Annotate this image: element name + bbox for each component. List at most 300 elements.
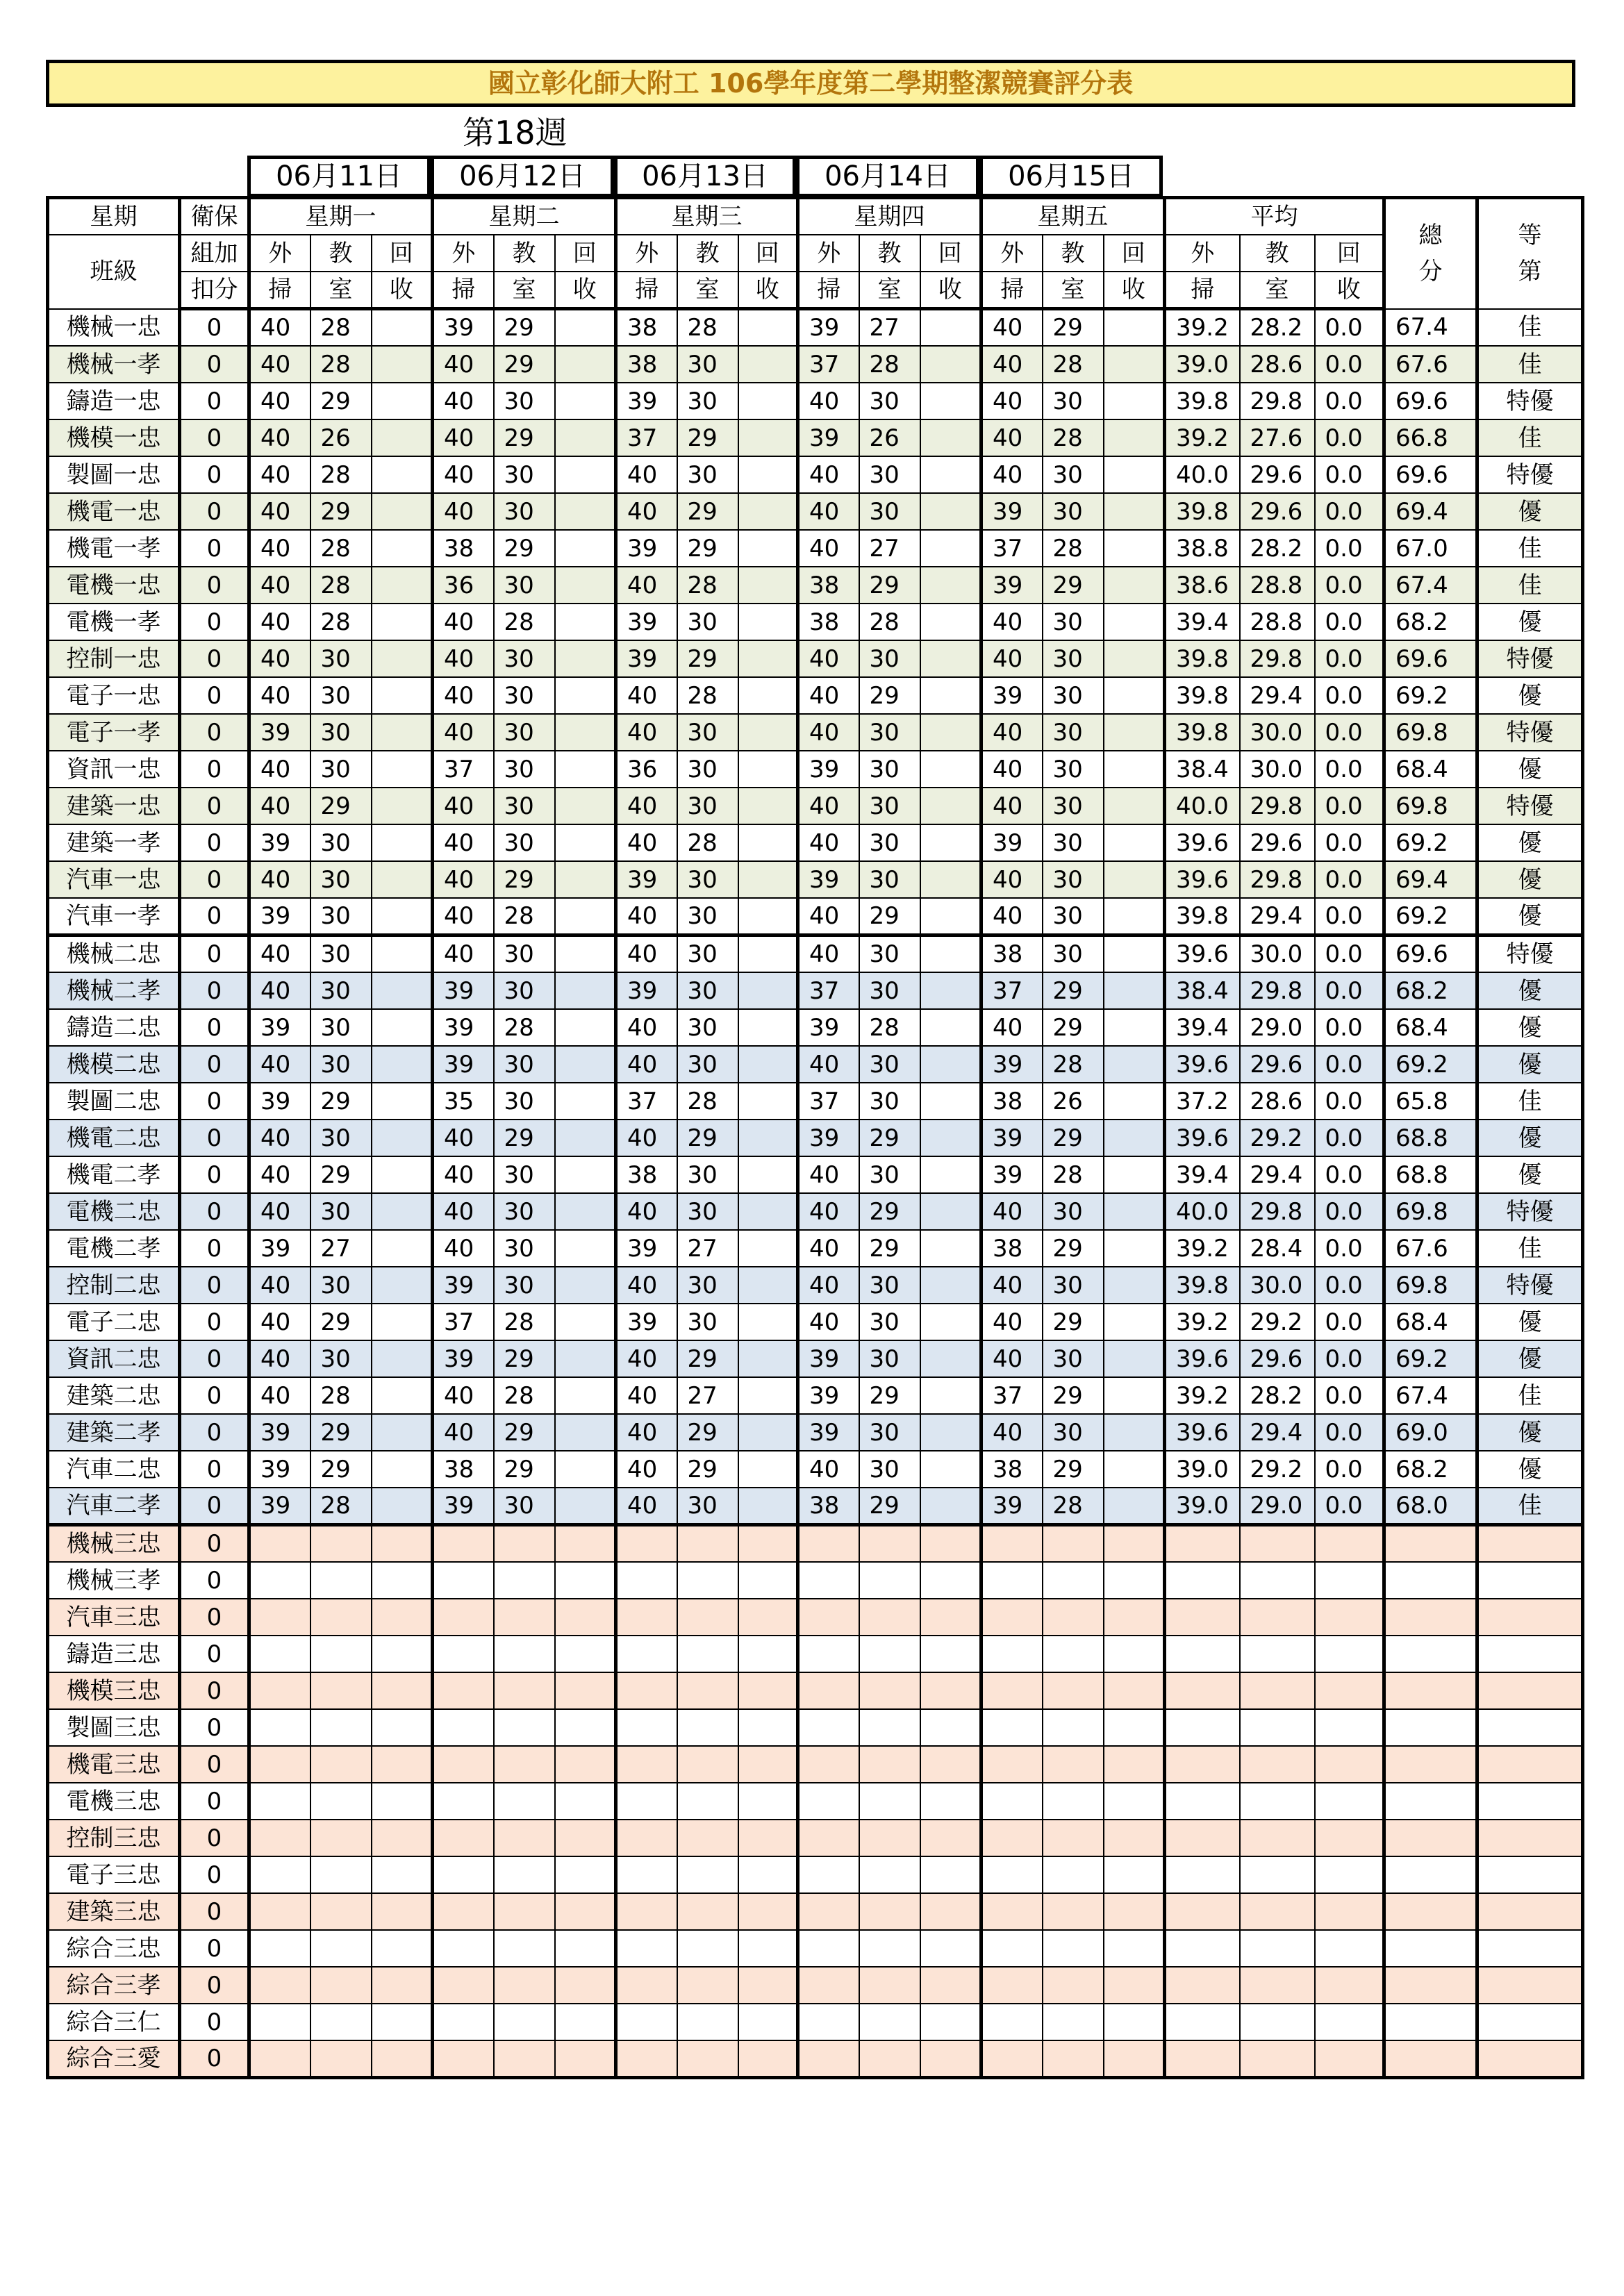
score-cell <box>738 935 798 973</box>
score-cell: 40 <box>433 1120 494 1156</box>
score-cell <box>859 1672 920 1709</box>
average-cell: 28.2 <box>1240 530 1315 567</box>
score-cell <box>1104 898 1165 935</box>
total-cell <box>1384 1930 1477 1967</box>
average-cell <box>1315 1672 1384 1709</box>
score-cell: 30 <box>310 1267 372 1304</box>
table-row <box>48 824 1583 861</box>
score-cell: 38 <box>981 1451 1043 1488</box>
score-cell: 30 <box>677 898 738 935</box>
average-cell: 0.0 <box>1315 1083 1384 1120</box>
score-cell <box>433 1636 494 1672</box>
score-cell <box>1104 1783 1165 1820</box>
score-cell: 40 <box>616 1340 677 1377</box>
table-row <box>48 1083 1583 1120</box>
score-cell <box>738 2040 798 2078</box>
grade-header-line-2: 第 <box>1518 258 1542 286</box>
score-cell <box>555 1967 616 2004</box>
score-cell: 40 <box>981 346 1043 383</box>
sub-header-bottom-5-1: 室 <box>1240 272 1315 309</box>
score-cell: 30 <box>677 604 738 640</box>
table-row <box>48 309 1583 347</box>
score-cell: 30 <box>1043 935 1104 973</box>
score-cell <box>920 640 981 677</box>
score-cell <box>372 861 433 898</box>
score-cell: 29 <box>1043 309 1104 347</box>
total-cell <box>1384 1746 1477 1783</box>
score-cell: 39 <box>249 1230 310 1267</box>
score-cell: 40 <box>798 1156 859 1193</box>
score-cell: 30 <box>859 714 920 751</box>
score-cell: 30 <box>859 1156 920 1193</box>
grade-cell: 特優 <box>1477 640 1583 677</box>
grade-cell: 特優 <box>1477 456 1583 493</box>
class-name-cell: 機電二忠 <box>48 1120 180 1156</box>
score-cell: 30 <box>859 383 920 419</box>
score-cell <box>372 567 433 604</box>
sub-header-bottom-5-0: 掃 <box>1165 272 1240 309</box>
score-cell <box>920 788 981 824</box>
score-cell: 30 <box>677 714 738 751</box>
average-cell <box>1315 1709 1384 1746</box>
score-cell: 29 <box>310 1156 372 1193</box>
score-cell <box>310 1636 372 1672</box>
score-cell: 40 <box>616 935 677 973</box>
grade-cell: 優 <box>1477 1156 1583 1193</box>
score-cell: 39 <box>433 1046 494 1083</box>
score-cell: 39 <box>798 861 859 898</box>
score-cell <box>981 1562 1043 1599</box>
score-cell: 38 <box>981 935 1043 973</box>
sub-header-bottom-3-2: 收 <box>920 272 981 309</box>
total-cell <box>1384 2040 1477 2078</box>
sub-header-top-3-0: 外 <box>798 235 859 272</box>
score-cell <box>1104 1046 1165 1083</box>
score-cell <box>372 309 433 347</box>
average-cell: 30.0 <box>1240 751 1315 788</box>
sub-header-bottom-4-1: 室 <box>1043 272 1104 309</box>
grade-cell <box>1477 1672 1583 1709</box>
score-cell: 26 <box>1043 1083 1104 1120</box>
average-cell: 0.0 <box>1315 567 1384 604</box>
sub-header-bottom-4-0: 掃 <box>981 272 1043 309</box>
score-cell <box>555 604 616 640</box>
score-cell: 40 <box>249 419 310 456</box>
score-cell: 38 <box>798 567 859 604</box>
grade-cell: 佳 <box>1477 419 1583 456</box>
total-cell: 69.6 <box>1384 456 1477 493</box>
average-cell <box>1165 1783 1240 1820</box>
score-cell <box>1104 567 1165 604</box>
score-cell <box>1043 2040 1104 2078</box>
average-cell: 29.2 <box>1240 1451 1315 1488</box>
score-cell <box>372 1193 433 1230</box>
score-cell <box>738 419 798 456</box>
score-cell: 39 <box>433 309 494 347</box>
score-cell <box>859 1967 920 2004</box>
score-cell <box>1043 1562 1104 1599</box>
average-cell <box>1165 1562 1240 1599</box>
score-cell: 40 <box>981 1009 1043 1046</box>
score-cell <box>1104 346 1165 383</box>
score-cell: 29 <box>677 493 738 530</box>
score-cell: 40 <box>433 1156 494 1193</box>
score-cell <box>920 419 981 456</box>
average-cell: 38.6 <box>1165 567 1240 604</box>
average-cell <box>1315 1967 1384 2004</box>
score-cell: 29 <box>310 1414 372 1451</box>
score-cell: 28 <box>677 677 738 714</box>
class-name-cell: 綜合三仁 <box>48 2004 180 2040</box>
score-cell <box>1043 1893 1104 1930</box>
score-cell: 28 <box>494 604 555 640</box>
score-cell: 30 <box>310 935 372 973</box>
score-cell: 40 <box>616 456 677 493</box>
score-cell: 30 <box>677 1488 738 1525</box>
average-cell: 39.2 <box>1165 309 1240 347</box>
score-cell: 40 <box>249 346 310 383</box>
score-cell <box>981 1599 1043 1636</box>
score-cell: 30 <box>859 861 920 898</box>
sub-header-top-1-0: 外 <box>433 235 494 272</box>
score-cell <box>310 1967 372 2004</box>
score-cell: 30 <box>494 567 555 604</box>
sub-header-bottom-2-1: 室 <box>677 272 738 309</box>
score-cell: 30 <box>310 1046 372 1083</box>
deduct-cell: 0 <box>180 1746 249 1783</box>
score-cell <box>738 898 798 935</box>
average-cell: 0.0 <box>1315 1488 1384 1525</box>
score-cell <box>920 1746 981 1783</box>
score-cell: 40 <box>249 640 310 677</box>
average-cell: 0.0 <box>1315 383 1384 419</box>
score-cell <box>372 1451 433 1488</box>
date-wednesday: 06月13日 <box>614 156 796 197</box>
score-cell <box>372 1340 433 1377</box>
table-row <box>48 383 1583 419</box>
score-cell <box>859 1783 920 1820</box>
sub-header-top-0-2: 回 <box>372 235 433 272</box>
score-cell <box>1043 1709 1104 1746</box>
score-cell: 29 <box>859 1193 920 1230</box>
total-header-line-1: 總 <box>1418 222 1443 250</box>
score-cell <box>494 1525 555 1563</box>
average-cell <box>1165 2040 1240 2078</box>
score-cell: 30 <box>494 972 555 1009</box>
score-cell <box>1043 1930 1104 1967</box>
deduct-cell: 0 <box>180 1820 249 1856</box>
score-cell <box>1043 1820 1104 1856</box>
score-cell <box>372 493 433 530</box>
deduct-cell: 0 <box>180 1414 249 1451</box>
score-cell <box>249 1820 310 1856</box>
total-cell: 69.6 <box>1384 640 1477 677</box>
score-cell <box>920 2004 981 2040</box>
deduct-cell: 0 <box>180 1340 249 1377</box>
score-cell: 37 <box>798 972 859 1009</box>
score-cell: 30 <box>677 1046 738 1083</box>
average-cell <box>1240 1525 1315 1563</box>
score-cell <box>372 456 433 493</box>
total-cell: 69.4 <box>1384 861 1477 898</box>
score-cell <box>372 1820 433 1856</box>
score-cell <box>494 1893 555 1930</box>
table-row <box>48 640 1583 677</box>
average-cell: 0.0 <box>1315 1267 1384 1304</box>
score-cell: 29 <box>1043 972 1104 1009</box>
total-cell: 69.2 <box>1384 824 1477 861</box>
score-cell: 30 <box>494 1193 555 1230</box>
score-cell: 28 <box>1043 1488 1104 1525</box>
average-cell: 30.0 <box>1240 714 1315 751</box>
class-name-cell: 機模一忠 <box>48 419 180 456</box>
score-cell <box>1104 751 1165 788</box>
total-cell: 69.4 <box>1384 493 1477 530</box>
grade-cell: 優 <box>1477 1304 1583 1340</box>
score-cell: 30 <box>310 1009 372 1046</box>
score-cell: 40 <box>433 1193 494 1230</box>
deduct-cell: 0 <box>180 1525 249 1563</box>
score-cell <box>372 972 433 1009</box>
score-cell <box>616 1930 677 1967</box>
sub-header-bottom-3-0: 掃 <box>798 272 859 309</box>
average-cell: 0.0 <box>1315 640 1384 677</box>
score-cell <box>1043 1783 1104 1820</box>
average-cell: 39.8 <box>1165 640 1240 677</box>
class-name-cell: 建築一孝 <box>48 824 180 861</box>
score-cell <box>738 972 798 1009</box>
deduct-header-2: 組加 <box>180 235 249 272</box>
score-cell: 40 <box>798 1230 859 1267</box>
average-cell: 29.8 <box>1240 861 1315 898</box>
score-cell: 40 <box>798 640 859 677</box>
grade-cell: 優 <box>1477 1009 1583 1046</box>
sub-header-top-1-1: 教 <box>494 235 555 272</box>
score-cell: 30 <box>677 346 738 383</box>
deduct-cell: 0 <box>180 309 249 347</box>
score-cell <box>920 1930 981 1967</box>
score-cell <box>1104 935 1165 973</box>
score-cell <box>1043 1746 1104 1783</box>
total-cell <box>1384 2004 1477 2040</box>
table-row <box>48 2004 1583 2040</box>
deduct-cell: 0 <box>180 1193 249 1230</box>
score-cell: 30 <box>310 861 372 898</box>
grade-cell <box>1477 2040 1583 2078</box>
score-cell <box>1104 456 1165 493</box>
score-cell <box>433 1856 494 1893</box>
score-cell: 40 <box>249 972 310 1009</box>
score-cell: 40 <box>798 898 859 935</box>
score-cell <box>372 2040 433 2078</box>
score-cell <box>738 1967 798 2004</box>
score-cell <box>249 1672 310 1709</box>
score-cell <box>372 1304 433 1340</box>
score-cell: 30 <box>494 383 555 419</box>
score-cell: 40 <box>798 1267 859 1304</box>
score-cell: 40 <box>798 824 859 861</box>
score-cell <box>798 2004 859 2040</box>
grade-cell: 優 <box>1477 1046 1583 1083</box>
table-row <box>48 1967 1583 2004</box>
score-cell <box>920 1562 981 1599</box>
score-cell <box>1043 1967 1104 2004</box>
total-cell: 69.2 <box>1384 898 1477 935</box>
score-cell <box>310 1893 372 1930</box>
table-row <box>48 1340 1583 1377</box>
sub-header-bottom-row <box>48 272 1583 309</box>
score-cell: 30 <box>677 456 738 493</box>
table-row <box>48 1930 1583 1967</box>
score-cell <box>494 1820 555 1856</box>
score-cell: 30 <box>310 751 372 788</box>
score-cell <box>738 1562 798 1599</box>
average-cell <box>1165 1893 1240 1930</box>
class-name-cell: 機械二忠 <box>48 935 180 973</box>
score-cell: 40 <box>249 788 310 824</box>
score-cell <box>738 1230 798 1267</box>
score-cell <box>738 640 798 677</box>
deduct-cell: 0 <box>180 1893 249 1930</box>
total-cell <box>1384 1856 1477 1893</box>
score-cell <box>310 1930 372 1967</box>
score-cell: 30 <box>1043 640 1104 677</box>
score-cell <box>920 567 981 604</box>
score-cell: 40 <box>981 309 1043 347</box>
score-cell <box>738 493 798 530</box>
score-cell <box>677 1820 738 1856</box>
score-cell <box>249 1636 310 1672</box>
score-cell: 40 <box>616 1267 677 1304</box>
score-cell <box>677 1893 738 1930</box>
average-cell: 29.8 <box>1240 1193 1315 1230</box>
sub-header-bottom-2-2: 收 <box>738 272 798 309</box>
score-cell <box>981 1746 1043 1783</box>
grade-cell <box>1477 1636 1583 1672</box>
score-cell <box>1104 1599 1165 1636</box>
score-cell <box>372 419 433 456</box>
score-cell <box>433 1820 494 1856</box>
score-cell <box>372 1599 433 1636</box>
score-cell <box>555 1046 616 1083</box>
score-cell <box>738 1893 798 1930</box>
score-cell: 30 <box>1043 1340 1104 1377</box>
score-cell: 39 <box>981 1120 1043 1156</box>
score-cell <box>1104 1893 1165 1930</box>
average-cell <box>1165 1930 1240 1967</box>
score-cell: 38 <box>798 604 859 640</box>
average-cell: 39.8 <box>1165 493 1240 530</box>
score-cell: 40 <box>798 456 859 493</box>
score-cell <box>677 1783 738 1820</box>
score-cell <box>555 1009 616 1046</box>
total-cell: 69.2 <box>1384 677 1477 714</box>
score-cell <box>798 1562 859 1599</box>
average-cell: 0.0 <box>1315 604 1384 640</box>
grade-cell <box>1477 1562 1583 1599</box>
score-cell <box>920 1009 981 1046</box>
score-cell <box>920 677 981 714</box>
score-cell <box>555 677 616 714</box>
score-cell: 40 <box>433 493 494 530</box>
score-cell <box>738 824 798 861</box>
table-row <box>48 419 1583 456</box>
score-cell: 30 <box>310 898 372 935</box>
score-cell: 39 <box>433 1488 494 1525</box>
score-cell: 29 <box>859 677 920 714</box>
sub-header-top-3-2: 回 <box>920 235 981 272</box>
score-cell <box>310 1709 372 1746</box>
score-cell: 30 <box>494 1156 555 1193</box>
score-cell <box>981 2040 1043 2078</box>
deduct-cell: 0 <box>180 1636 249 1672</box>
total-cell: 68.2 <box>1384 604 1477 640</box>
average-cell: 29.6 <box>1240 1340 1315 1377</box>
table-row <box>48 2040 1583 2078</box>
score-cell <box>555 1156 616 1193</box>
score-cell <box>494 2040 555 2078</box>
score-cell <box>738 714 798 751</box>
average-cell: 0.0 <box>1315 1046 1384 1083</box>
grade-cell: 佳 <box>1477 1083 1583 1120</box>
score-cell: 28 <box>310 567 372 604</box>
score-cell <box>738 1046 798 1083</box>
score-cell: 29 <box>494 530 555 567</box>
score-cell <box>1104 2040 1165 2078</box>
average-cell: 39.2 <box>1165 1304 1240 1340</box>
total-cell <box>1384 1967 1477 2004</box>
score-cell: 30 <box>310 677 372 714</box>
score-cell <box>738 1488 798 1525</box>
average-cell <box>1240 2004 1315 2040</box>
score-cell: 39 <box>433 972 494 1009</box>
score-cell: 30 <box>310 824 372 861</box>
deduct-cell: 0 <box>180 419 249 456</box>
score-cell <box>920 1230 981 1267</box>
score-cell: 26 <box>859 419 920 456</box>
score-cell <box>798 1783 859 1820</box>
average-cell <box>1240 1930 1315 1967</box>
score-cell: 40 <box>433 1377 494 1414</box>
score-cell: 28 <box>677 1083 738 1120</box>
score-cell: 30 <box>677 1009 738 1046</box>
average-cell: 38.8 <box>1165 530 1240 567</box>
score-cell <box>1104 1930 1165 1967</box>
grade-cell: 佳 <box>1477 1488 1583 1525</box>
score-cell: 30 <box>859 456 920 493</box>
score-cell <box>738 1856 798 1893</box>
score-cell: 30 <box>859 1414 920 1451</box>
score-cell <box>738 1930 798 1967</box>
score-cell <box>372 935 433 973</box>
score-cell: 40 <box>981 1267 1043 1304</box>
score-cell <box>555 1783 616 1820</box>
score-cell <box>1104 1451 1165 1488</box>
average-cell: 28.8 <box>1240 604 1315 640</box>
score-cell <box>616 1783 677 1820</box>
score-cell <box>555 898 616 935</box>
score-cell: 40 <box>433 824 494 861</box>
score-cell <box>738 1193 798 1230</box>
score-cell: 40 <box>616 493 677 530</box>
score-cell: 40 <box>249 567 310 604</box>
score-cell <box>798 1636 859 1672</box>
score-cell <box>738 1083 798 1120</box>
score-cell: 30 <box>1043 788 1104 824</box>
average-cell: 39.0 <box>1165 1488 1240 1525</box>
score-cell <box>555 1451 616 1488</box>
score-cell: 40 <box>798 1304 859 1340</box>
